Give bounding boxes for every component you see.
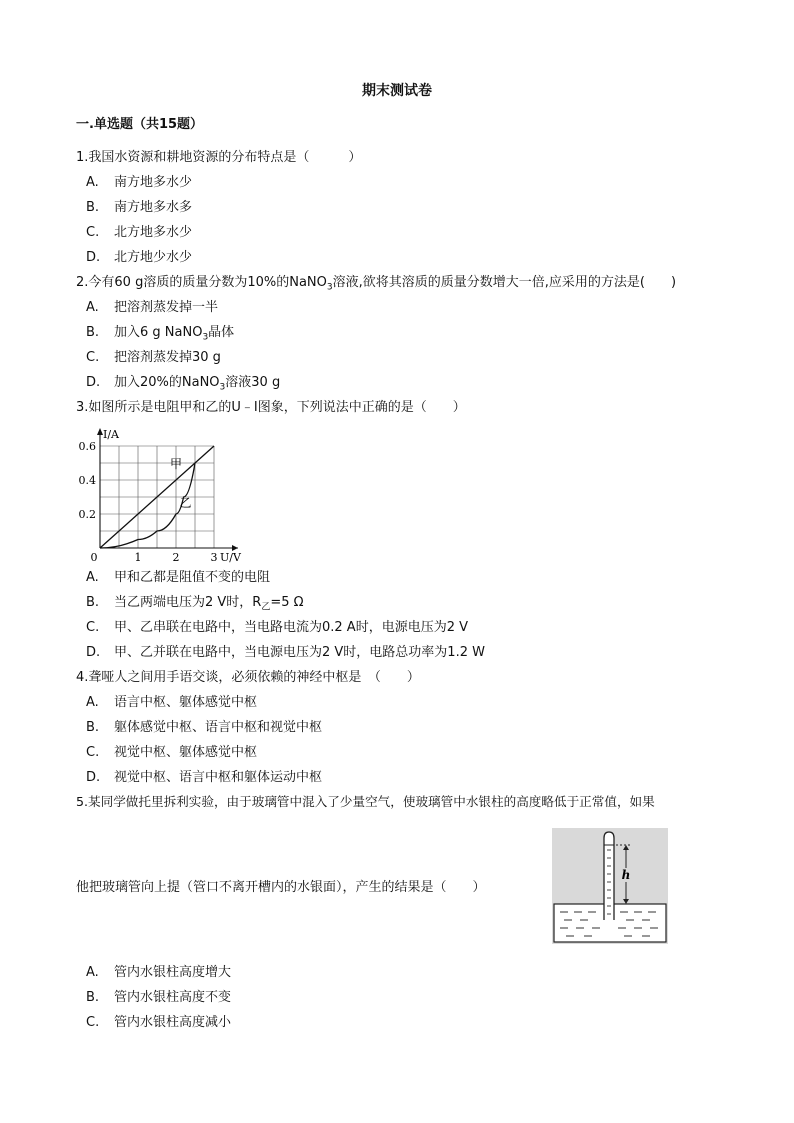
chart-ticks [79,440,218,564]
option-letter: A. [86,300,99,315]
option-text: 把溶剂蒸发掉30 g [114,350,221,365]
height-label: h [621,868,631,882]
option-text: 加入6 g NaNO [114,325,203,340]
y-tick-label: 0.6 [78,440,96,453]
option-letter: B. [86,325,100,340]
origin-label: 0 [90,551,98,564]
q2-option-b[interactable] [86,321,234,343]
q4-option-c[interactable] [86,741,257,760]
q5-option-c[interactable] [86,1011,231,1030]
subscript: 3 [326,282,333,293]
y-tick-label: 0.4 [78,474,96,487]
option-text: 甲、乙串联在电路中，当电路电流为0.2 A时，电源电压为2 V [114,620,468,635]
option-text: 当乙两端电压为2 V时，R [114,595,262,610]
option-letter: B. [86,720,100,735]
option-letter: A. [86,570,99,585]
option-text: 北方地多水少 [114,225,193,240]
q4-option-a[interactable] [86,691,257,710]
torricelli-figure [552,828,668,944]
option-text: 甲、乙并联在电路中，当电源电压为2 V时，电路总功率为1.2 W [114,645,485,660]
q2-option-d[interactable] [86,371,280,393]
ui-graph [76,426,256,564]
q2-option-a[interactable] [86,296,218,315]
q3-option-c[interactable] [86,616,468,635]
q1-option-c[interactable] [86,221,192,240]
q4-stem: 4.聋哑人之间用手语交谈，必须依赖的神经中枢是 （ ） [76,670,420,685]
subscript: 3 [202,332,209,343]
q5-stem-line1: 5.某同学做托里拆利实验，由于玻璃管中混入了少量空气，使玻璃管中水银柱的高度略低于正常值，如果 [76,794,655,809]
option-text: 躯体感觉中枢、语言中枢和视觉中枢 [114,720,323,735]
option-letter: A. [86,175,99,190]
option-letter: A. [86,965,99,980]
q2-stem [76,271,676,293]
q4-option-d[interactable] [86,766,322,785]
y-axis-label: I/A [103,428,119,441]
q1-option-b[interactable] [86,196,192,215]
q5-option-a[interactable] [86,961,231,980]
option-letter: C. [86,745,100,760]
option-text: 语言中枢、躯体感觉中枢 [114,695,258,710]
option-text: 南方地多水多 [114,200,193,215]
q4-option-b[interactable] [86,716,322,735]
q5-option-b[interactable] [86,986,231,1005]
option-text: 视觉中枢、语言中枢和躯体运动中枢 [114,770,323,785]
subscript: 乙 [261,602,271,613]
option-letter: C. [86,620,100,635]
option-text: 加入20%的NaNO [114,375,220,390]
option-text: 管内水银柱高度增大 [114,965,232,980]
x-tick-label: 1 [134,551,142,564]
q1-option-d[interactable] [86,246,192,265]
option-letter: C. [86,225,100,240]
q3-option-b[interactable] [86,591,304,613]
page-title: 期末测试卷 [362,83,432,99]
option-text: =5 Ω [270,595,304,610]
q3-option-a[interactable] [86,566,270,585]
q2-option-c[interactable] [86,346,221,365]
q3-stem: 3.如图所示是电阻甲和乙的U﹣I图象，下列说法中正确的是（ ） [76,400,466,415]
option-text: 甲和乙都是阻值不变的电阻 [114,570,271,585]
option-letter: B. [86,200,100,215]
q2-stem-part: 溶液,欲将其溶质的质量分数增大一倍,应采用的方法是( ) [332,275,677,290]
option-text: 北方地少水少 [114,250,193,265]
option-letter: D. [86,645,101,660]
option-letter: B. [86,990,100,1005]
q3-option-d[interactable] [86,641,485,660]
option-text: 溶液30 g [225,375,281,390]
x-axis-label: U/V [220,551,241,564]
option-letter: D. [86,375,101,390]
option-text: 把溶剂蒸发掉一半 [114,300,219,315]
x-tick-label: 2 [172,551,180,564]
subscript: 3 [219,382,226,393]
option-letter: C. [86,1015,100,1030]
option-letter: B. [86,595,100,610]
x-tick-label: 3 [210,551,218,564]
option-text: 南方地多水少 [114,175,193,190]
option-text: 管内水银柱高度减小 [114,1015,232,1030]
q2-stem-part: 2.今有60 g溶质的质量分数为10%的NaNO [76,275,327,290]
option-letter: D. [86,770,101,785]
option-text: 管内水银柱高度不变 [114,990,232,1005]
option-letter: D. [86,250,101,265]
series-jia-label: 甲 [169,457,183,472]
q1-stem: 1.我国水资源和耕地资源的分布特点是（ ） [76,150,362,165]
series-yi-label: 乙 [179,496,192,511]
section-heading: 一.单选题（共15题） [76,117,204,132]
option-text: 视觉中枢、躯体感觉中枢 [114,745,258,760]
option-text: 晶体 [208,325,235,340]
option-letter: A. [86,695,99,710]
q5-stem-line2: 他把玻璃管向上提（管口不离开槽内的水银面），产生的结果是（ ） [76,880,486,895]
y-tick-label: 0.2 [78,508,96,521]
q1-option-a[interactable] [86,171,192,190]
option-letter: C. [86,350,100,365]
